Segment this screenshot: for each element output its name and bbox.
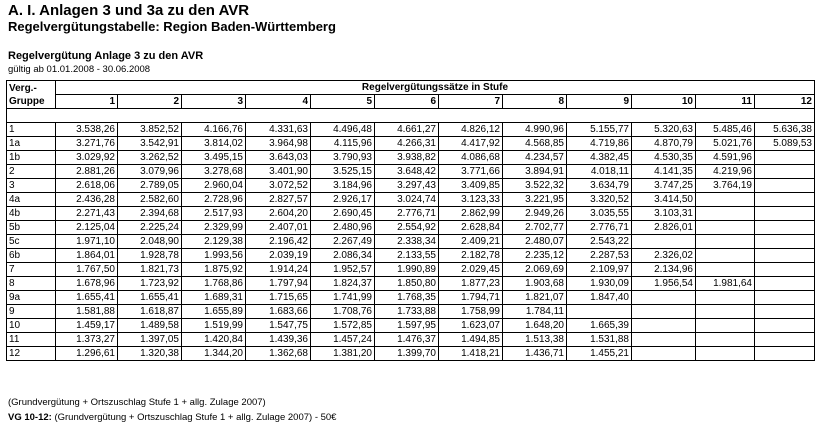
salary-cell: 2.409,21: [439, 235, 503, 249]
salary-cell: 2.129,38: [182, 235, 246, 249]
salary-cell: 3.221,95: [503, 193, 567, 207]
salary-cell: 1.572,85: [311, 319, 375, 333]
step-header-12: 12: [755, 95, 815, 109]
salary-cell: 4.382,45: [567, 151, 632, 165]
salary-cell: [755, 235, 815, 249]
salary-cell: 2.287,53: [567, 249, 632, 263]
salary-cell: 2.582,60: [118, 193, 182, 207]
step-header-10: 10: [632, 95, 696, 109]
salary-cell: 2.109,97: [567, 263, 632, 277]
salary-cell: 3.538,26: [56, 123, 118, 137]
steps-header: Regelvergütungssätze in Stufe: [56, 81, 815, 95]
salary-cell: [755, 277, 815, 291]
salary-cell: 3.320,52: [567, 193, 632, 207]
salary-cell: 1.715,65: [246, 291, 311, 305]
group-cell: 1b: [7, 151, 56, 165]
footnote-formula: (Grundvergütung + Ortszuschlag Stufe 1 + allg. Zulage 2007): [8, 397, 266, 408]
salary-cell: 1.399,70: [375, 347, 439, 361]
salary-cell: 1.767,50: [56, 263, 118, 277]
salary-cell: [567, 305, 632, 319]
salary-cell: 2.690,45: [311, 207, 375, 221]
salary-cell: 1.956,54: [632, 277, 696, 291]
salary-cell: 1.847,40: [567, 291, 632, 305]
salary-cell: [632, 319, 696, 333]
salary-cell: 2.196,42: [246, 235, 311, 249]
salary-cell: 3.297,43: [375, 179, 439, 193]
step-header-2: 2: [118, 95, 182, 109]
salary-cell: 1.971,10: [56, 235, 118, 249]
footnote-vg10-12-text: (Grundvergütung + Ortszuschlag Stufe 1 + allg. Zulage 2007) - 50€: [51, 412, 337, 423]
salary-cell: [696, 221, 755, 235]
group-cell: 4a: [7, 193, 56, 207]
salary-cell: 1.821,07: [503, 291, 567, 305]
salary-cell: 1.930,09: [567, 277, 632, 291]
salary-cell: 1.768,86: [182, 277, 246, 291]
salary-cell: [632, 235, 696, 249]
salary-cell: 4.719,86: [567, 137, 632, 151]
salary-cell: 1.618,87: [118, 305, 182, 319]
group-cell: 1a: [7, 137, 56, 151]
salary-cell: 2.039,19: [246, 249, 311, 263]
salary-cell: 1.397,05: [118, 333, 182, 347]
salary-cell: 2.949,26: [503, 207, 567, 221]
salary-cell: 1.990,89: [375, 263, 439, 277]
salary-cell: 4.331,63: [246, 123, 311, 137]
salary-cell: 1.993,56: [182, 249, 246, 263]
salary-cell: 2.235,12: [503, 249, 567, 263]
salary-cell: 3.414,50: [632, 193, 696, 207]
table-row: [7, 347, 815, 361]
salary-cell: 5.320,63: [632, 123, 696, 137]
salary-cell: 1.581,88: [56, 305, 118, 319]
salary-cell: [696, 291, 755, 305]
salary-cell: [696, 347, 755, 361]
salary-cell: 2.271,43: [56, 207, 118, 221]
salary-cell: 1.723,92: [118, 277, 182, 291]
salary-table: [6, 80, 815, 361]
salary-cell: 2.628,84: [439, 221, 503, 235]
salary-cell: 3.964,98: [246, 137, 311, 151]
salary-cell: 1.655,89: [182, 305, 246, 319]
salary-cell: [755, 207, 815, 221]
salary-cell: 4.591,96: [696, 151, 755, 165]
salary-cell: 3.542,91: [118, 137, 182, 151]
salary-cell: 1.797,94: [246, 277, 311, 291]
group-cell: 12: [7, 347, 56, 361]
table-row: [7, 249, 815, 263]
salary-cell: 3.271,76: [56, 137, 118, 151]
salary-cell: 1.513,38: [503, 333, 567, 347]
group-cell: 7: [7, 263, 56, 277]
group-cell: 1: [7, 123, 56, 137]
salary-cell: 2.517,93: [182, 207, 246, 221]
salary-cell: 1.439,36: [246, 333, 311, 347]
salary-cell: 3.648,42: [375, 165, 439, 179]
salary-cell: 4.661,27: [375, 123, 439, 137]
step-header-1: 1: [56, 95, 118, 109]
group-cell: 9: [7, 305, 56, 319]
group-cell: 11: [7, 333, 56, 347]
salary-cell: 4.266,31: [375, 137, 439, 151]
step-number-row: [7, 95, 815, 109]
salary-cell: [696, 207, 755, 221]
table-row: [7, 263, 815, 277]
salary-cell: 3.894,91: [503, 165, 567, 179]
salary-cell: 1.459,17: [56, 319, 118, 333]
salary-cell: [696, 305, 755, 319]
salary-cell: 1.850,80: [375, 277, 439, 291]
salary-cell: 2.543,22: [567, 235, 632, 249]
salary-cell: 2.480,96: [311, 221, 375, 235]
salary-cell: 3.184,96: [311, 179, 375, 193]
salary-cell: 1.741,99: [311, 291, 375, 305]
salary-cell: 4.496,48: [311, 123, 375, 137]
salary-cell: 2.862,99: [439, 207, 503, 221]
step-header-6: 6: [375, 95, 439, 109]
step-header-8: 8: [503, 95, 567, 109]
salary-cell: 1.768,35: [375, 291, 439, 305]
salary-cell: 1.733,88: [375, 305, 439, 319]
salary-cell: [696, 235, 755, 249]
table-row: [7, 221, 815, 235]
salary-cell: 3.522,32: [503, 179, 567, 193]
salary-cell: 1.689,31: [182, 291, 246, 305]
salary-cell: 4.417,92: [439, 137, 503, 151]
salary-cell: [755, 165, 815, 179]
salary-cell: 2.776,71: [375, 207, 439, 221]
salary-cell: 1.914,24: [246, 263, 311, 277]
salary-cell: 2.554,92: [375, 221, 439, 235]
spacer-row: [7, 109, 815, 123]
salary-cell: 2.604,20: [246, 207, 311, 221]
salary-cell: 3.079,96: [118, 165, 182, 179]
salary-cell: 3.072,52: [246, 179, 311, 193]
salary-cell: 1.824,37: [311, 277, 375, 291]
salary-cell: 4.530,35: [632, 151, 696, 165]
salary-cell: [755, 291, 815, 305]
salary-cell: 2.069,69: [503, 263, 567, 277]
salary-cell: 1.531,88: [567, 333, 632, 347]
salary-cell: 4.870,79: [632, 137, 696, 151]
salary-cell: 3.103,31: [632, 207, 696, 221]
salary-cell: 2.436,28: [56, 193, 118, 207]
salary-cell: 5.021,76: [696, 137, 755, 151]
salary-cell: 1.623,07: [439, 319, 503, 333]
salary-cell: 1.655,41: [56, 291, 118, 305]
table-row: [7, 151, 815, 165]
salary-cell: 2.618,06: [56, 179, 118, 193]
salary-cell: 5.485,46: [696, 123, 755, 137]
salary-cell: 1.903,68: [503, 277, 567, 291]
table-row: [7, 207, 815, 221]
salary-cell: 2.776,71: [567, 221, 632, 235]
salary-cell: 1.320,38: [118, 347, 182, 361]
salary-cell: 1.708,76: [311, 305, 375, 319]
salary-cell: 3.747,25: [632, 179, 696, 193]
salary-cell: [696, 319, 755, 333]
salary-cell: 3.024,74: [375, 193, 439, 207]
salary-cell: 2.182,78: [439, 249, 503, 263]
document-subtitle: Regelvergütungstabelle: Region Baden-Württemberg: [8, 19, 336, 34]
salary-cell: [755, 151, 815, 165]
salary-cell: 1.683,66: [246, 305, 311, 319]
salary-cell: [632, 291, 696, 305]
salary-cell: 1.665,39: [567, 319, 632, 333]
salary-cell: 2.225,24: [118, 221, 182, 235]
table-row: [7, 137, 815, 151]
salary-cell: [755, 347, 815, 361]
salary-cell: 1.455,21: [567, 347, 632, 361]
salary-cell: 1.864,01: [56, 249, 118, 263]
salary-cell: 2.394,68: [118, 207, 182, 221]
table-row: [7, 291, 815, 305]
salary-cell: 3.771,66: [439, 165, 503, 179]
salary-cell: 1.344,20: [182, 347, 246, 361]
table-row: [7, 165, 815, 179]
salary-cell: 1.420,84: [182, 333, 246, 347]
step-header-9: 9: [567, 95, 632, 109]
salary-cell: 3.278,68: [182, 165, 246, 179]
table-row: [7, 333, 815, 347]
group-header-line1: Verg.-: [9, 82, 37, 94]
salary-cell: 1.928,78: [118, 249, 182, 263]
footnote-vg10-12: [8, 412, 336, 424]
spacer-cell: [7, 109, 815, 123]
salary-cell: [696, 193, 755, 207]
table-row: [7, 123, 815, 137]
salary-cell: [755, 263, 815, 277]
salary-cell: [632, 333, 696, 347]
salary-cell: [632, 347, 696, 361]
salary-cell: 1.457,24: [311, 333, 375, 347]
salary-cell: 1.494,85: [439, 333, 503, 347]
salary-cell: 2.407,01: [246, 221, 311, 235]
salary-cell: [755, 333, 815, 347]
salary-cell: [632, 305, 696, 319]
salary-cell: 4.018,11: [567, 165, 632, 179]
salary-cell: 1.794,71: [439, 291, 503, 305]
salary-cell: 3.643,03: [246, 151, 311, 165]
salary-cell: 4.115,96: [311, 137, 375, 151]
salary-cell: 3.938,82: [375, 151, 439, 165]
salary-cell: [696, 263, 755, 277]
salary-cell: 3.495,15: [182, 151, 246, 165]
salary-cell: 2.326,02: [632, 249, 696, 263]
salary-cell: 1.655,41: [118, 291, 182, 305]
salary-cell: 1.436,71: [503, 347, 567, 361]
salary-cell: 3.814,02: [182, 137, 246, 151]
salary-cell: 2.960,04: [182, 179, 246, 193]
group-cell: 5c: [7, 235, 56, 249]
group-cell: 8: [7, 277, 56, 291]
salary-cell: [755, 305, 815, 319]
salary-cell: 3.401,90: [246, 165, 311, 179]
salary-cell: 3.262,52: [118, 151, 182, 165]
table-title: Regelvergütung Anlage 3 zu den AVR: [8, 50, 204, 62]
salary-cell: [755, 319, 815, 333]
salary-cell: 4.219,96: [696, 165, 755, 179]
salary-cell: [755, 193, 815, 207]
salary-cell: 5.636,38: [755, 123, 815, 137]
salary-cell: 2.134,96: [632, 263, 696, 277]
salary-cell: 1.489,58: [118, 319, 182, 333]
salary-cell: 2.329,99: [182, 221, 246, 235]
salary-cell: 2.338,34: [375, 235, 439, 249]
salary-cell: 3.409,85: [439, 179, 503, 193]
salary-cell: 5.155,77: [567, 123, 632, 137]
salary-cell: 3.123,33: [439, 193, 503, 207]
salary-cell: 1.373,27: [56, 333, 118, 347]
salary-cell: 2.789,05: [118, 179, 182, 193]
group-cell: 5b: [7, 221, 56, 235]
salary-cell: [696, 333, 755, 347]
salary-cell: 4.234,57: [503, 151, 567, 165]
step-header-4: 4: [246, 95, 311, 109]
salary-cell: 2.267,49: [311, 235, 375, 249]
salary-cell: 1.519,99: [182, 319, 246, 333]
salary-cell: 4.141,35: [632, 165, 696, 179]
salary-cell: 2.926,17: [311, 193, 375, 207]
salary-cell: 1.952,57: [311, 263, 375, 277]
footnote-vg10-12-label: VG 10-12:: [8, 412, 52, 423]
step-header-11: 11: [696, 95, 755, 109]
salary-cell: 1.648,20: [503, 319, 567, 333]
validity-period: gültig ab 01.01.2008 - 30.06.2008: [8, 64, 151, 75]
salary-cell: 3.764,19: [696, 179, 755, 193]
salary-cell: 2.125,04: [56, 221, 118, 235]
salary-cell: 2.048,90: [118, 235, 182, 249]
salary-cell: 4.568,85: [503, 137, 567, 151]
group-cell: 6b: [7, 249, 56, 263]
group-column-header: [7, 81, 56, 109]
salary-cell: 4.826,12: [439, 123, 503, 137]
salary-cell: 3.525,15: [311, 165, 375, 179]
salary-cell: 2.480,07: [503, 235, 567, 249]
salary-cell: 3.035,55: [567, 207, 632, 221]
salary-cell: 2.881,26: [56, 165, 118, 179]
salary-cell: 2.702,77: [503, 221, 567, 235]
salary-cell: 1.821,73: [118, 263, 182, 277]
salary-cell: 1.547,75: [246, 319, 311, 333]
step-header-5: 5: [311, 95, 375, 109]
salary-cell: 1.758,99: [439, 305, 503, 319]
salary-cell: 2.826,01: [632, 221, 696, 235]
salary-cell: [755, 179, 815, 193]
table-body: [7, 109, 815, 361]
salary-cell: 1.597,95: [375, 319, 439, 333]
table-row: [7, 235, 815, 249]
salary-cell: 5.089,53: [755, 137, 815, 151]
step-header-7: 7: [439, 95, 503, 109]
salary-cell: 1.875,92: [182, 263, 246, 277]
salary-cell: 1.381,20: [311, 347, 375, 361]
table-row: [7, 193, 815, 207]
salary-cell: 3.790,93: [311, 151, 375, 165]
salary-cell: 1.418,21: [439, 347, 503, 361]
header-row-1: [7, 81, 815, 95]
salary-cell: 2.133,55: [375, 249, 439, 263]
table-row: [7, 277, 815, 291]
table-row: [7, 319, 815, 333]
salary-cell: 1.296,61: [56, 347, 118, 361]
salary-cell: [755, 221, 815, 235]
salary-cell: 3.029,92: [56, 151, 118, 165]
salary-cell: 1.877,23: [439, 277, 503, 291]
group-cell: 3: [7, 179, 56, 193]
group-cell: 2: [7, 165, 56, 179]
salary-cell: [696, 249, 755, 263]
group-cell: 10: [7, 319, 56, 333]
salary-cell: 2.029,45: [439, 263, 503, 277]
salary-cell: 1.678,96: [56, 277, 118, 291]
salary-cell: 1.362,68: [246, 347, 311, 361]
table-row: [7, 305, 815, 319]
salary-cell: 2.827,57: [246, 193, 311, 207]
step-header-3: 3: [182, 95, 246, 109]
salary-cell: 2.728,96: [182, 193, 246, 207]
salary-cell: 4.990,96: [503, 123, 567, 137]
salary-cell: 1.784,11: [503, 305, 567, 319]
salary-cell: 3.852,52: [118, 123, 182, 137]
salary-cell: 4.086,68: [439, 151, 503, 165]
salary-cell: 2.086,34: [311, 249, 375, 263]
group-cell: 4b: [7, 207, 56, 221]
salary-cell: [755, 249, 815, 263]
salary-cell: 4.166,76: [182, 123, 246, 137]
salary-cell: 1.476,37: [375, 333, 439, 347]
table-row: [7, 179, 815, 193]
group-header-line2: Gruppe: [9, 95, 45, 107]
group-cell: 9a: [7, 291, 56, 305]
salary-cell: 3.634,79: [567, 179, 632, 193]
document-title: A. I. Anlagen 3 und 3a zu den AVR: [8, 2, 250, 19]
salary-cell: 1.981,64: [696, 277, 755, 291]
